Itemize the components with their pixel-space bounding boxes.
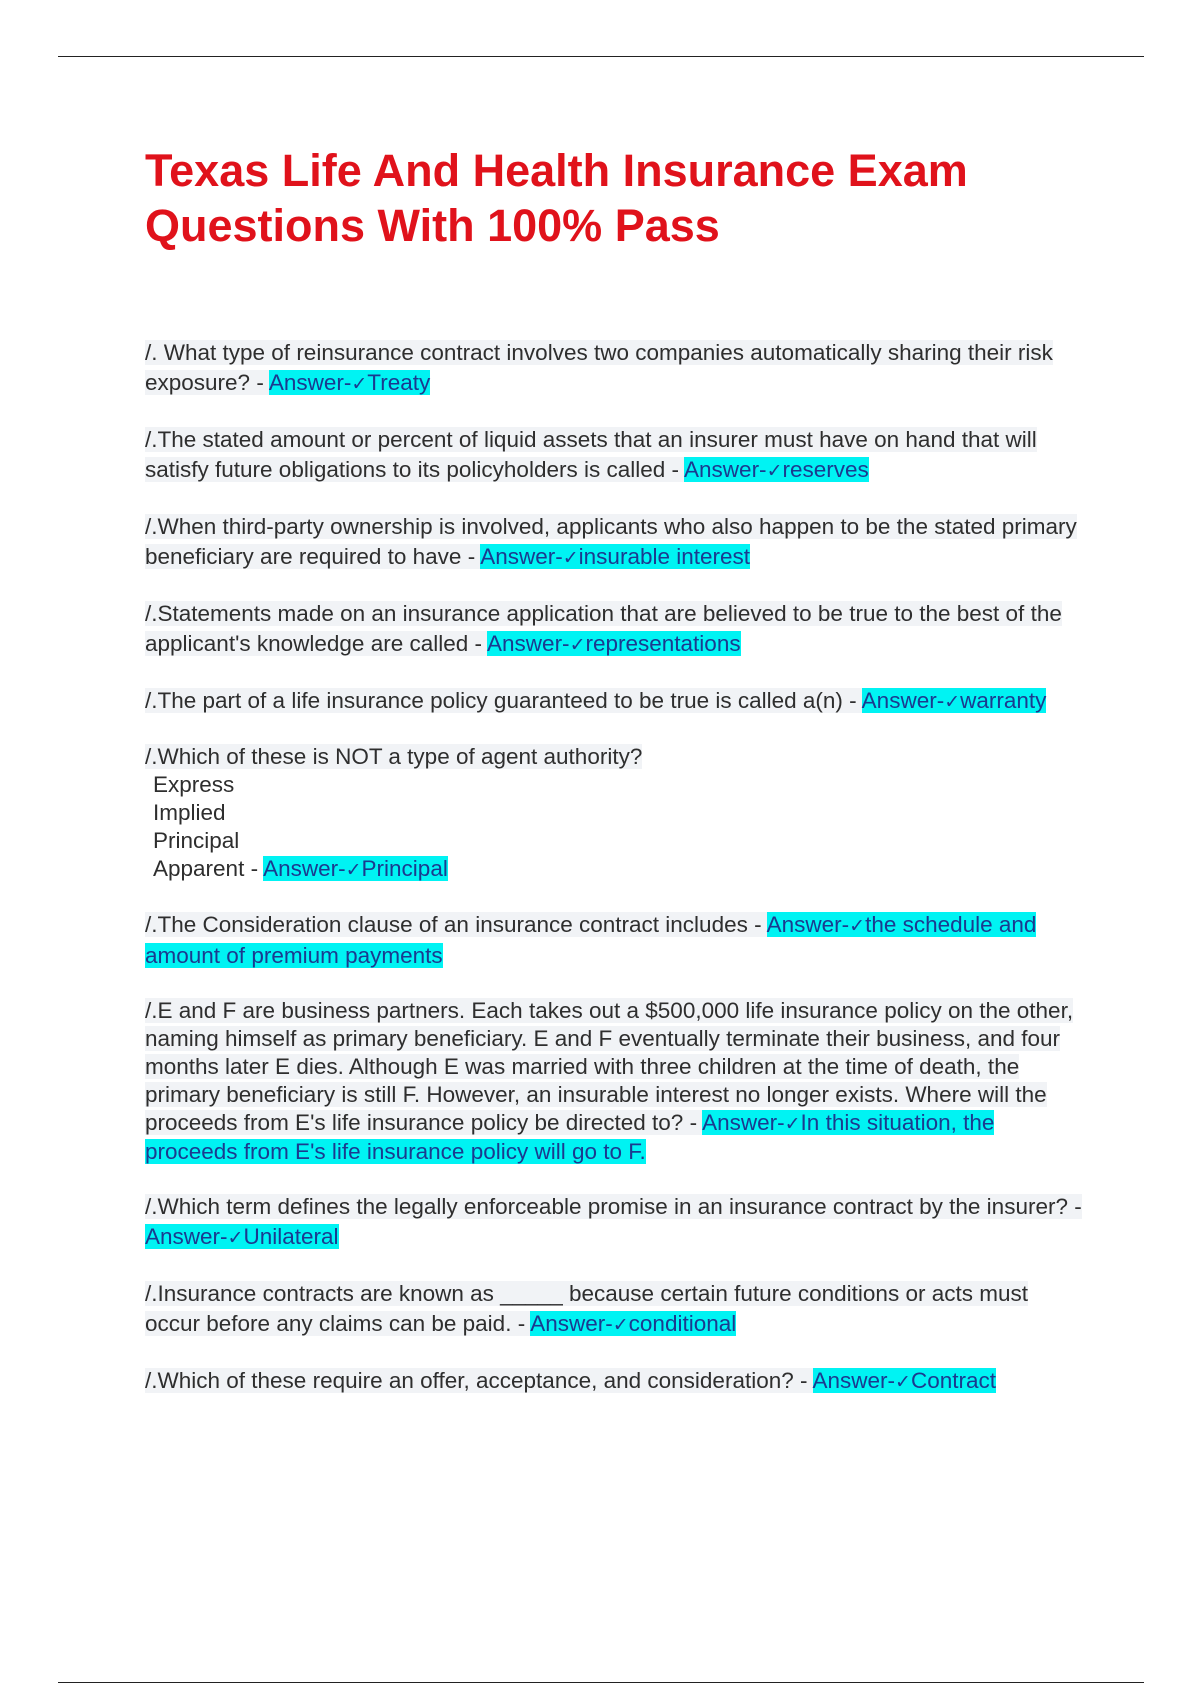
answer-text: representations xyxy=(585,631,741,656)
answer-text: Principal xyxy=(361,856,448,881)
answer-highlight: Answer-✓reserves xyxy=(684,457,869,482)
answer-text: reserves xyxy=(782,457,869,482)
answer-highlight: Answer-✓insurable interest xyxy=(480,544,751,569)
question-text: /.E and F are business partners. Each takes out a $500,000 life insurance policy on the other, naming himself as primary beneficiary. E and F eventually terminate their business, and four months later E dies. Although E was married with three children at the time of death, the primary beneficiary is still F. However, an insurable interest no longer exists. Where will the proceeds from E's life insurance policy be directed to? xyxy=(145,998,1074,1135)
answer-highlight: Answer-✓Unilateral xyxy=(145,1224,339,1249)
qa-item: /.Which of these require an offer, acceptance, and consideration? - Answer-✓Contract xyxy=(145,1368,997,1393)
header-rule xyxy=(58,56,1144,57)
qa-item: /. What type of reinsurance contract involves two companies automatically sharing their risk exposure? - Answer-✓Treaty xyxy=(145,340,1053,395)
answer-text: conditional xyxy=(628,1311,737,1336)
check-icon: ✓ xyxy=(612,1314,629,1336)
qa-item: /.E and F are business partners. Each takes out a $500,000 life insurance policy on the other, naming himself as primary beneficiary. E and F eventually terminate their business, and four months later E dies. Although E was married with three children at the time of death, the primary beneficiary is still F. However, an insurable interest no longer exists. Where will the proceeds from E's life insurance policy be directed to? - Answer-✓In this situation, the proceeds from E's life insurance policy will go to F. xyxy=(145,998,1074,1164)
footer-rule xyxy=(58,1682,1144,1683)
answer-highlight: Answer-✓Treaty xyxy=(268,370,431,395)
answer-text: Contract xyxy=(910,1368,997,1393)
option-item: Express xyxy=(153,772,235,797)
question-text: /.Insurance contracts are known as _____ because certain future conditions or acts must occur before any claims can be paid. xyxy=(145,1281,1028,1336)
answer-text: the schedule and amount of premium payments xyxy=(145,912,1037,968)
title-line-1: Texas Life And Health Insurance Exam xyxy=(145,145,968,196)
qa-item: /.The part of a life insurance policy guaranteed to be true is called a(n) - Answer-✓warranty xyxy=(145,688,1047,713)
check-icon: ✓ xyxy=(784,1113,801,1135)
check-icon: ✓ xyxy=(569,634,586,656)
question-text: /.Statements made on an insurance application that are believed to be true to the best of the applicant's knowledge are called xyxy=(145,601,1062,656)
qa-item: /.The stated amount or percent of liquid assets that an insurer must have on hand that will satisfy future obligations to its policyholders is called - Answer-✓reserves xyxy=(145,427,1037,482)
answer-text: Treaty xyxy=(367,370,431,395)
question-text: /.The part of a life insurance policy guaranteed to be true is called a(n) xyxy=(145,688,843,713)
document-title xyxy=(145,143,1085,253)
answer-highlight: Answer-✓Contract xyxy=(812,1368,997,1393)
check-icon: ✓ xyxy=(849,915,866,937)
answer-highlight: Answer-✓conditional xyxy=(530,1311,737,1336)
answer-text: warranty xyxy=(960,688,1047,713)
check-icon: ✓ xyxy=(766,460,783,482)
answer-highlight: Answer-✓representations xyxy=(487,631,741,656)
option-item: Principal xyxy=(153,828,240,853)
check-icon: ✓ xyxy=(351,373,368,395)
question-text: /.The Consideration clause of an insurance contract includes xyxy=(145,912,748,937)
answer-text: Unilateral xyxy=(243,1224,339,1249)
qa-item: /.Insurance contracts are known as _____ because certain future conditions or acts must occur before any claims can be paid. - Answer-✓conditional xyxy=(145,1281,1028,1336)
option-item: Implied xyxy=(153,800,226,825)
answer-highlight: Answer-✓In this situation, the proceeds from E's life insurance policy will go to F. xyxy=(145,1110,995,1164)
qa-item xyxy=(145,743,1085,884)
question-text: /.The stated amount or percent of liquid assets that an insurer must have on hand that will satisfy future obligations to its policyholders is called xyxy=(145,427,1037,482)
qa-item: /.Statements made on an insurance application that are believed to be true to the best of the applicant's knowledge are called - Answer-✓representations xyxy=(145,601,1062,656)
qa-item: /.The Consideration clause of an insurance contract includes - Answer-✓the schedule and amount of premium payments xyxy=(145,912,1037,968)
qa-item: /.Which term defines the legally enforceable promise in an insurance contract by the insurer? - Answer-✓Unilateral xyxy=(145,1194,1082,1249)
title-line-2: Questions With 100% Pass xyxy=(145,200,720,251)
answer-text: In this situation, the proceeds from E's life insurance policy will go to F. xyxy=(145,1110,995,1164)
check-icon: ✓ xyxy=(227,1227,244,1249)
question-text: /.When third-party ownership is involved, applicants who also happen to be the stated primary beneficiary are required to have xyxy=(145,514,1077,569)
question-text: /.Which of these is NOT a type of agent authority? xyxy=(145,744,643,769)
check-icon: ✓ xyxy=(895,1371,911,1393)
check-icon: ✓ xyxy=(944,691,961,713)
check-icon: ✓ xyxy=(562,547,579,569)
question-list xyxy=(145,338,1085,1423)
option-item-last: Apparent - Answer-✓Principal xyxy=(153,856,448,881)
check-icon: ✓ xyxy=(345,859,362,881)
answer-highlight: Answer-✓warranty xyxy=(861,688,1047,713)
answer-text: insurable interest xyxy=(578,544,751,569)
question-text: /. What type of reinsurance contract involves two companies automatically sharing their risk exposure? xyxy=(145,340,1053,395)
answer-highlight: Answer-✓Principal xyxy=(263,856,448,881)
answer-highlight: Answer-✓the schedule and amount of premium payments xyxy=(145,912,1037,968)
qa-item: /.When third-party ownership is involved, applicants who also happen to be the stated primary beneficiary are required to have - Answer-✓insurable interest xyxy=(145,514,1077,569)
question-text: /.Which term defines the legally enforceable promise in an insurance contract by the insurer? xyxy=(145,1194,1068,1219)
question-text: /.Which of these require an offer, acceptance, and consideration? xyxy=(145,1368,794,1393)
